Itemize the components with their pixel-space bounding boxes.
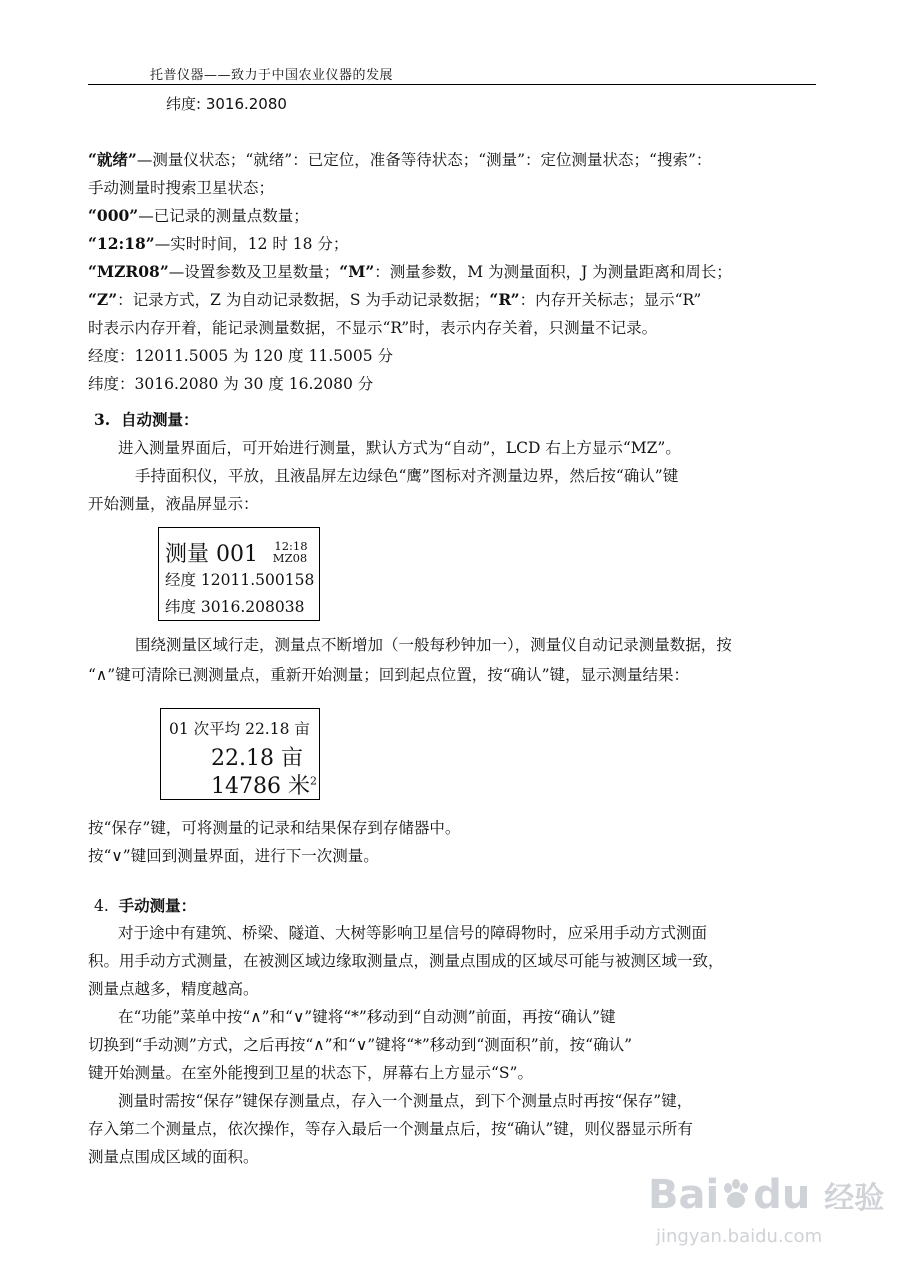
section3-p3b: “∧”键可清除已测测量点，重新开始测量；回到起点位置，按“确认”键，显示测量结果： [88,666,690,684]
watermark-brand: Bai du 经验 [648,1172,885,1218]
paw-icon [719,1178,753,1212]
section3-p2b: 开始测量，液晶屏显示： [88,495,259,513]
lcd-title: 测量 001 [165,542,258,567]
section3-p3a: 围绕测量区域行走，测量点不断增加（一般每秒钟加一），测量仪自动记录测量数据，按 [135,636,732,654]
lcd-latitude: 纬度 3016.208038 [165,598,305,616]
lcd-area-mu: 22.18 亩 [211,746,303,771]
section4-p1c: 测量点越多，精度越高。 [88,980,259,998]
section3-heading: 3. 自动测量： [94,410,199,429]
top-latitude: 纬度: 3016.2080 [166,95,287,113]
lcd-display-measuring [158,527,320,621]
section4-p2b: 切换到“手动测”方式，之后再按“∧”和“∨”键将“*”移动到“测面积”前，按“确认” [88,1036,633,1054]
section4-p3c: 测量点围成区域的面积。 [88,1148,259,1166]
para1-line2: 手动测量时搜索卫星状态； [88,179,275,197]
section4-p1a: 对于途中有建筑、桥梁、隧道、大树等影响卫星信号的障碍物时，应采用手动方式测面 [118,924,708,942]
para1-line8: 经度：12011.5005 为 120 度 11.5005 分 [88,347,393,365]
section4-p3a: 测量时需按“保存”键保存测量点，存入一个测量点，到下个测量点时再按“保存”键， [118,1092,693,1110]
section3-p4: 按“保存”键，可将测量的记录和结果保存到存储器中。 [88,819,461,837]
section4-p3b: 存入第二个测量点，依次操作，等存入最后一个测量点后，按“确认”键，则仪器显示所有 [88,1120,693,1138]
section3-p2a: 手持面积仪，平放，且液晶屏左边绿色“鹰”图标对齐测量边界，然后按“确认”键 [135,467,679,485]
lcd-area-sqm: 14786 米$^2$ [211,774,317,799]
section4-p1b: 积。用手动方式测量，在被测区域边缘取测量点，测量点围成的区域尽可能与被测区域一致， [88,952,724,970]
para1-line4: “12:18”—实时时间，12 时 18 分； [88,234,349,253]
para1-line5: “MZR08”—设置参数及卫星数量；“M”：测量参数，M 为测量面积，J 为测量距离和周长； [88,262,732,281]
section4-heading: 4. 手动测量： [94,896,197,915]
watermark-url: jingyan.baidu.com [656,1226,823,1247]
page-header: 托普仪器——致力于中国农业仪器的发展 [150,68,394,83]
lcd-mode: MZ08 [272,551,308,565]
para1-line1: “就绪”—测量仪状态；“就绪”：已定位，准备等待状态；“测量”：定位测量状态；“搜索”： [88,150,712,169]
section4-p2c: 键开始测量。在室外能搜到卫星的状态下，屏幕右上方显示“S”。 [88,1064,533,1082]
section3-p5: 按“∨”键回到测量界面，进行下一次测量。 [88,847,379,865]
para1-line3: “000”—已记录的测量点数量； [88,206,309,225]
lcd-display-result [160,708,320,800]
para1-line6: “Z”：记录方式，Z 为自动记录数据，S 为手动记录数据；“R”：内存开关标志；显示“R” [88,290,702,309]
lcd-longitude: 经度 12011.500158 [165,571,315,589]
baidu-jingyan-watermark [648,1168,885,1258]
para1-line9: 纬度：3016.2080 为 30 度 16.2080 分 [88,375,374,393]
lcd-average: 01 次平均 22.18 亩 [169,720,310,738]
para1-line7: 时表示内存开着，能记录测量数据，不显示“R”时，表示内存关着，只测量不记录。 [88,319,658,337]
section3-p1: 进入测量界面后，可开始进行测量，默认方式为“自动”，LCD 右上方显示“MZ”。 [118,439,681,457]
lcd-time: 12:18 [274,539,308,553]
section4-p2a: 在“功能”菜单中按“∧”和“∨”键将“*”移动到“自动测”前面，再按“确认”键 [118,1008,616,1026]
header-rule [88,84,816,85]
